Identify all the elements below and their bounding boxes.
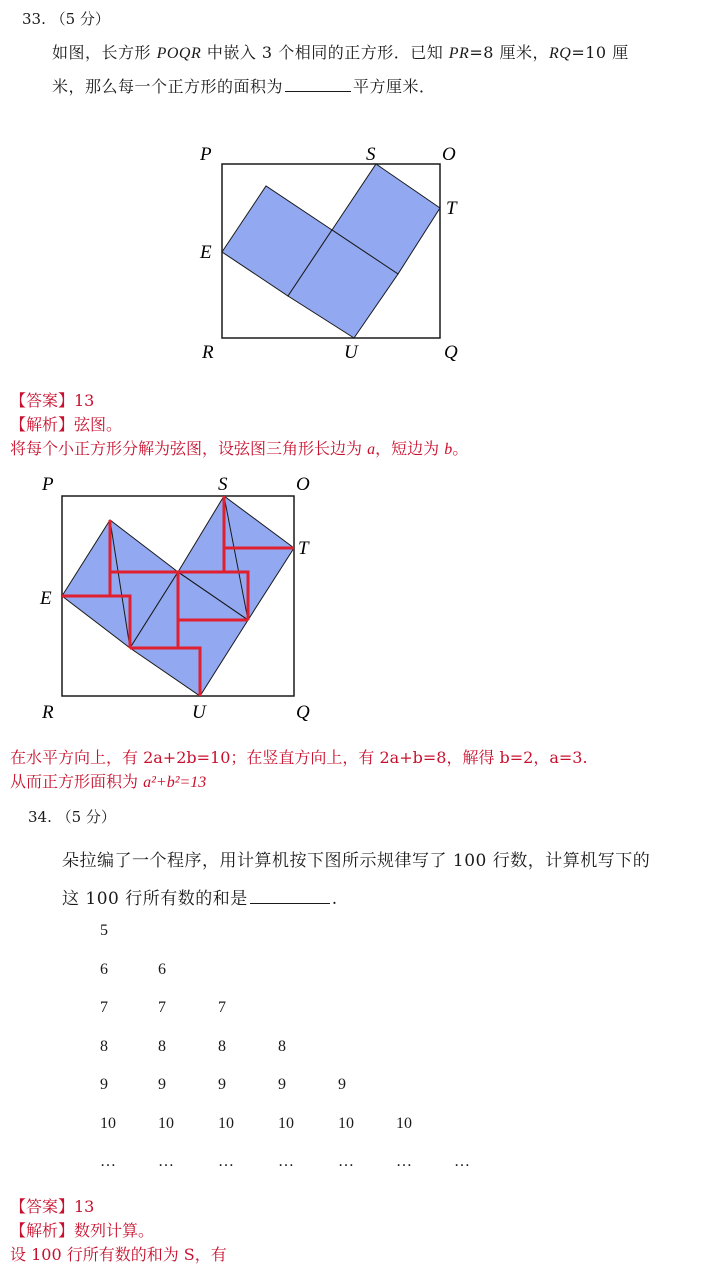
label-u: U — [344, 342, 358, 363]
q33-pr-val: =8 厘米， — [469, 43, 550, 62]
triangle-cell: 10 — [338, 1114, 354, 1132]
triangle-cell: 10 — [278, 1114, 294, 1132]
q33-text-line2 — [52, 74, 436, 97]
ans34-line3: 设 100 行所有数的和为 S，有 — [10, 1245, 227, 1264]
q33-rq-val: =10 厘 — [571, 43, 629, 62]
ans33-line5 — [10, 769, 206, 792]
triangle-cell: … — [218, 1153, 234, 1170]
ans33-line5-expr: a²+b²=13 — [143, 774, 207, 791]
label-u-2: U — [192, 702, 206, 723]
triangle-cell: … — [454, 1153, 470, 1170]
triangle-cell: 5 — [100, 922, 108, 939]
triangle-cell: 9 — [158, 1076, 166, 1093]
triangle-cell: 8 — [218, 1037, 226, 1055]
figure-chord-diagram — [30, 468, 330, 730]
ans33-line3-end: 。 — [452, 439, 469, 458]
ans33-line3-mid: ，短边为 — [375, 439, 445, 458]
triangle-cell: 10 — [396, 1114, 412, 1132]
q34-text-line2 — [62, 884, 338, 909]
triangle-cell: 6 — [100, 960, 108, 978]
q33-rq: RQ — [549, 45, 572, 62]
triangle-cell: 8 — [278, 1037, 286, 1055]
q33-text-line1 — [52, 40, 629, 63]
ans33-var-b: b — [444, 441, 453, 458]
ans33-line3-pre: 将每个小正方形分解为弦图，设弦图三角形长边为 — [10, 439, 368, 458]
triangle-cell: 6 — [158, 960, 166, 978]
q33-line2-post: 平方厘米． — [353, 77, 436, 96]
triangle-cell: 9 — [278, 1076, 286, 1093]
triangle-cell: … — [396, 1153, 412, 1170]
triangle-cell: 10 — [218, 1114, 234, 1132]
triangle-cell: … — [338, 1153, 354, 1170]
q33-number: 33. （5 分） — [22, 10, 110, 28]
triangle-cell: … — [158, 1153, 174, 1170]
label-e: E — [200, 242, 212, 263]
q34-line2-pre: 这 100 行所有数的和是 — [62, 889, 248, 909]
ans34-analysis: 【解析】数列计算。 — [10, 1221, 155, 1240]
q33-line1-pre: 如图，长方形 — [52, 43, 157, 62]
triangle-cell: 10 — [158, 1114, 174, 1132]
q33-answer-blank — [285, 77, 351, 92]
q33-pr: PR — [448, 45, 470, 62]
q33-rect-name: POQR — [156, 45, 202, 62]
label-e-2: E — [40, 588, 52, 609]
label-p: P — [200, 144, 212, 165]
label-s: S — [366, 144, 376, 165]
triangle-cell: 7 — [218, 999, 226, 1016]
ans33-var-a: a — [367, 441, 376, 458]
figure-rectangle-squares — [190, 140, 480, 370]
label-o: O — [442, 144, 456, 165]
triangle-cell: 9 — [218, 1076, 226, 1093]
triangle-cell: 10 — [100, 1114, 116, 1132]
label-t: T — [446, 198, 457, 219]
triangle-cell: 8 — [158, 1037, 166, 1055]
label-t-2: T — [298, 538, 309, 559]
q34-answer-blank — [250, 889, 330, 904]
ans33-analysis: 【解析】弦图。 — [10, 415, 123, 434]
triangle-cell: 7 — [158, 999, 166, 1016]
ans33-line3 — [10, 436, 468, 459]
label-q: Q — [444, 342, 458, 363]
q34-number: 34. （5 分） — [28, 808, 116, 826]
triangle-cell: 9 — [338, 1076, 346, 1093]
triangle-cell: … — [100, 1153, 116, 1170]
triangle-cell: 7 — [100, 999, 108, 1016]
triangle-cell: 8 — [100, 1037, 108, 1055]
label-p-2: P — [42, 474, 54, 495]
label-o-2: O — [296, 474, 310, 495]
q34-text-line1: 朵拉编了一个程序，用计算机按下图所示规律写了 100 行数，计算机写下的 — [62, 851, 651, 871]
label-s-2: S — [218, 474, 228, 495]
ans33-answer: 【答案】13 — [10, 391, 95, 410]
triangle-cell: 9 — [100, 1076, 108, 1093]
label-r-2: R — [42, 702, 54, 723]
q34-line2-post: . — [331, 889, 338, 909]
label-r: R — [202, 342, 214, 363]
label-q-2: Q — [296, 702, 310, 723]
ans33-line5-pre: 从而正方形面积为 — [10, 772, 144, 791]
ans34-answer: 【答案】13 — [10, 1197, 95, 1216]
q33-line2-pre: 米，那么每一个正方形的面积为 — [52, 77, 284, 96]
q33-line1-mid: 中嵌入 3 个相同的正方形．已知 — [201, 43, 449, 62]
ans33-line4: 在水平方向上，有 2a+2b=10；在竖直方向上，有 2a+b=8，解得 b=2，a=3. — [10, 748, 588, 767]
triangle-cell: … — [278, 1153, 294, 1170]
